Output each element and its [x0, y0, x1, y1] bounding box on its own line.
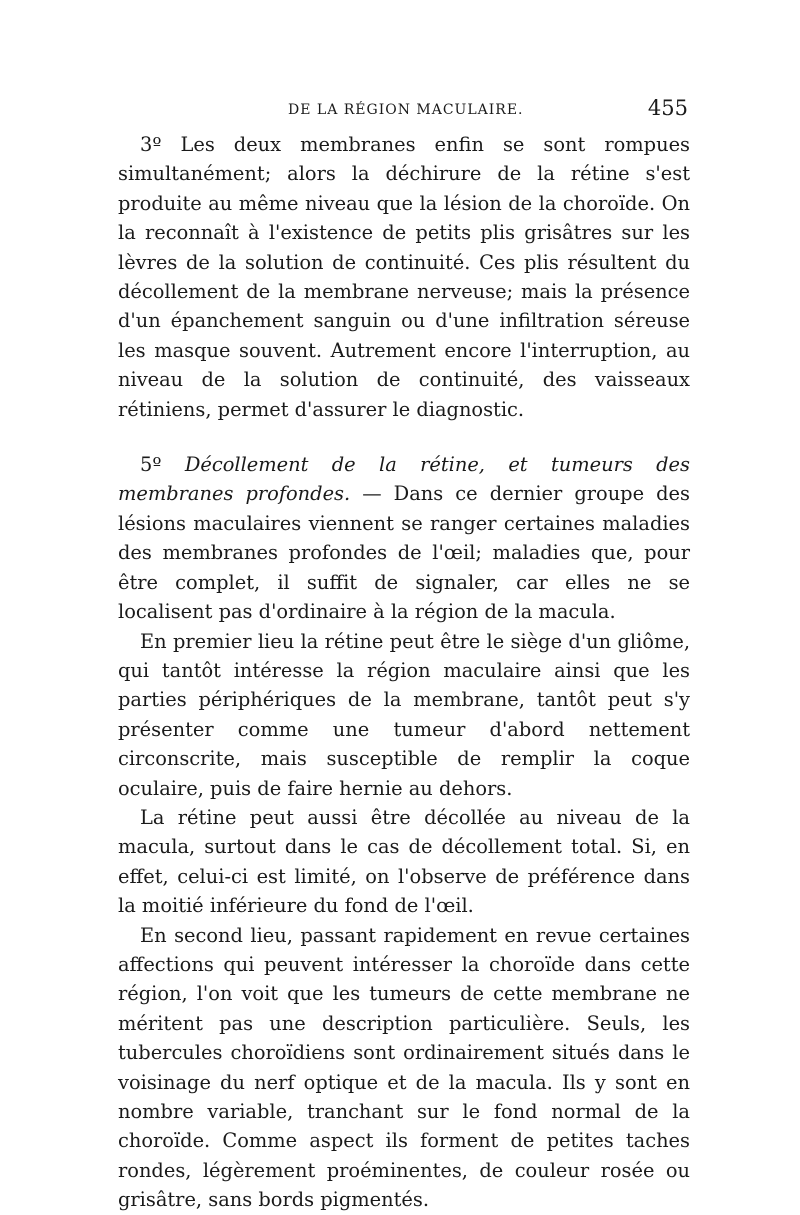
paragraph-3-ruptures: 3º Les deux membranes enfin se sont rompues simultanément; alors la déchirure de la rétine s'est produite au même niveau que la lésion de la choroïde. On la reconnaît à l'existence de petits plis grisâtres sur les lèvres de la solution de continuité. Ces plis résultent du décollement de la membrane nerveuse; mais la présence d'un épanchement sanguin ou d'une infiltration séreuse les masque souvent. Autrement encore l'interruption, au niveau de la solution de continuité, des vaisseaux rétiniens, permet d'assurer le diagnostic. [118, 133, 690, 421]
page-header [118, 96, 688, 126]
running-title: DE LA RÉGION MACULAIRE. [288, 102, 524, 118]
paragraph-choroid: En second lieu, passant rapidement en revue certaines affections qui peuvent intéresser la choroïde dans cette région, l'on voit que les tumeurs de cette membrane ne méritent pas une description particulière. Seuls, les tubercules choroïdiens sont ordinairement situés dans le voisinage du nerf optique et de la macula. Ils y sont en nombre variable, tranchant sur le fond normal de la choroïde. Comme aspect ils forment de petites taches rondes, légèrement proéminentes, de couleur rosée ou grisâtre, sans bords pigmentés. [118, 923, 690, 1212]
page-number: 455 [647, 96, 688, 120]
paragraph-5-section [118, 450, 690, 626]
body-text [118, 130, 690, 1215]
section-number: 5º [140, 453, 162, 477]
section-heading: Décollement de la rétine, et tumeurs des membranes profondes. [118, 453, 690, 506]
section-body: — Dans ce dernier groupe des lésions maculaires viennent se ranger certaines maladies des membranes profondes de l'œil; maladies que, pour être complet, il suffit de signaler, car elles ne se localisent pas d'ordinaire à la région de la macula. [118, 482, 690, 624]
paragraph-glioma: En premier lieu la rétine peut être le siège d'un gliôme, qui tantôt intéresse la région maculaire ainsi que les parties périphériques de la membrane, tantôt peut s'y présenter comme une tumeur d'abord nettement circonscrite, mais susceptible de remplir la coque oculaire, puis de faire hernie au dehors. [118, 629, 690, 800]
paragraph-detachment: La rétine peut aussi être décollée au niveau de la macula, surtout dans le cas de décollement total. Si, en effet, celui-ci est limité, on l'observe de préférence dans la moitié inférieure du fond de l'œil. [118, 805, 690, 918]
